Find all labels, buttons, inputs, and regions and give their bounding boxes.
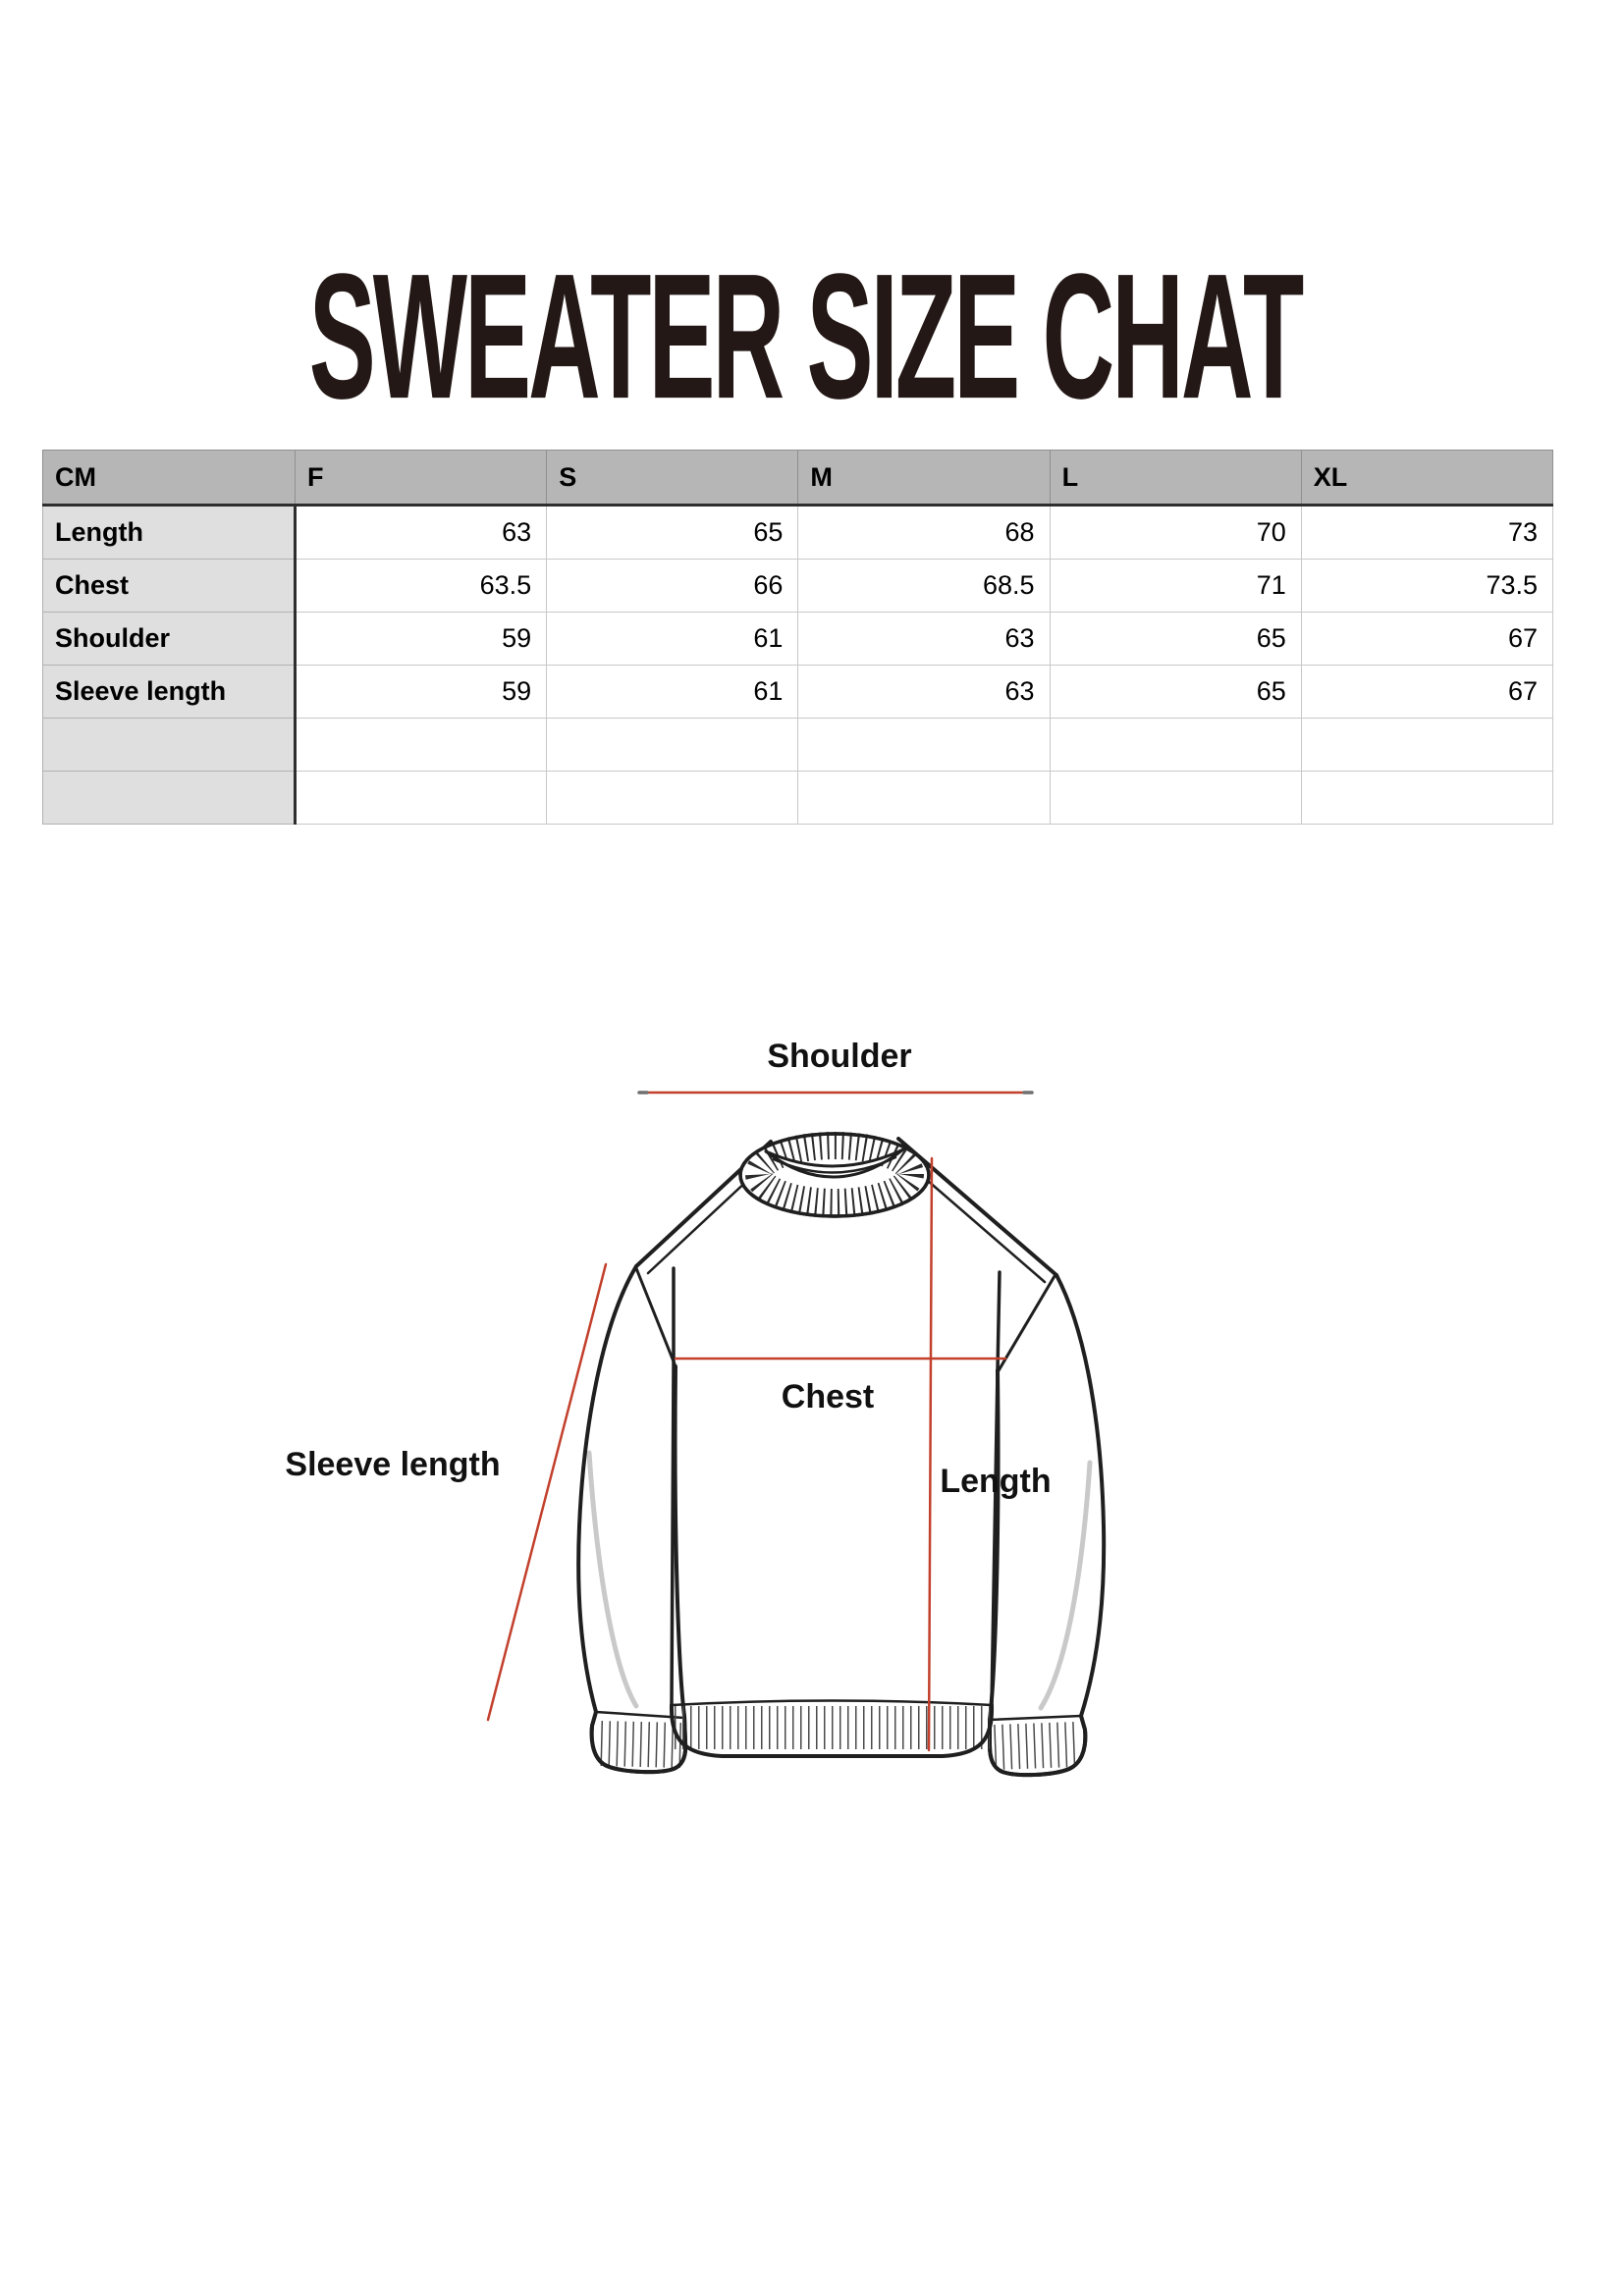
column-header-size-f: F — [296, 451, 547, 506]
right-sleeve — [990, 1275, 1104, 1775]
size-value-cell — [1301, 772, 1552, 825]
size-value-cell: 59 — [296, 666, 547, 719]
table-row — [43, 666, 1553, 719]
size-value-cell: 65 — [1050, 613, 1301, 666]
size-table — [42, 450, 1553, 825]
size-value-cell — [1050, 719, 1301, 772]
column-header-unit: CM — [43, 451, 296, 506]
diagram-label-sleeve-length: Sleeve length — [285, 1446, 501, 1483]
diagram-label-shoulder: Shoulder — [767, 1038, 912, 1075]
row-label: Shoulder — [43, 613, 296, 666]
size-value-cell — [798, 772, 1050, 825]
size-value-cell: 73 — [1301, 506, 1552, 560]
size-value-cell: 63 — [798, 613, 1050, 666]
size-value-cell: 67 — [1301, 666, 1552, 719]
size-value-cell: 68.5 — [798, 560, 1050, 613]
size-value-cell: 65 — [1050, 666, 1301, 719]
size-value-cell: 63.5 — [296, 560, 547, 613]
column-header-size-s: S — [547, 451, 798, 506]
size-value-cell: 63 — [296, 506, 547, 560]
size-value-cell: 66 — [547, 560, 798, 613]
measurement-lines — [488, 1093, 1032, 1750]
size-value-cell: 67 — [1301, 613, 1552, 666]
collar — [740, 1134, 929, 1216]
size-value-cell: 71 — [1050, 560, 1301, 613]
size-value-cell: 61 — [547, 666, 798, 719]
size-value-cell — [547, 772, 798, 825]
size-value-cell — [296, 772, 547, 825]
length-measure-line — [929, 1158, 932, 1750]
row-label: Sleeve length — [43, 666, 296, 719]
column-header-size-xl: XL — [1301, 451, 1552, 506]
table-row — [43, 560, 1553, 613]
column-header-size-l: L — [1050, 451, 1301, 506]
row-label: Chest — [43, 560, 296, 613]
column-header-size-m: M — [798, 451, 1050, 506]
left-sleeve — [578, 1266, 685, 1772]
size-value-cell — [547, 719, 798, 772]
size-value-cell: 70 — [1050, 506, 1301, 560]
table-header-row — [43, 451, 1553, 506]
size-value-cell — [1050, 772, 1301, 825]
size-value-cell: 63 — [798, 666, 1050, 719]
row-label: Length — [43, 506, 296, 560]
table-row — [43, 506, 1553, 560]
hem-band — [672, 1701, 992, 1757]
table-row-empty — [43, 772, 1553, 825]
size-value-cell: 59 — [296, 613, 547, 666]
table-row-empty — [43, 719, 1553, 772]
shoulder-seams — [636, 1139, 1056, 1282]
size-value-cell — [1301, 719, 1552, 772]
size-value-cell: 73.5 — [1301, 560, 1552, 613]
diagram-label-length: Length — [940, 1463, 1052, 1500]
row-label — [43, 719, 296, 772]
size-value-cell: 68 — [798, 506, 1050, 560]
row-label — [43, 772, 296, 825]
page-title: SWEATER SIZE CHAT — [308, 237, 1302, 437]
table-row — [43, 613, 1553, 666]
size-value-cell: 61 — [547, 613, 798, 666]
sleeve-length-measure-line — [488, 1264, 606, 1720]
size-value-cell — [296, 719, 547, 772]
diagram-label-chest: Chest — [781, 1378, 875, 1415]
size-value-cell: 65 — [547, 506, 798, 560]
size-value-cell — [798, 719, 1050, 772]
